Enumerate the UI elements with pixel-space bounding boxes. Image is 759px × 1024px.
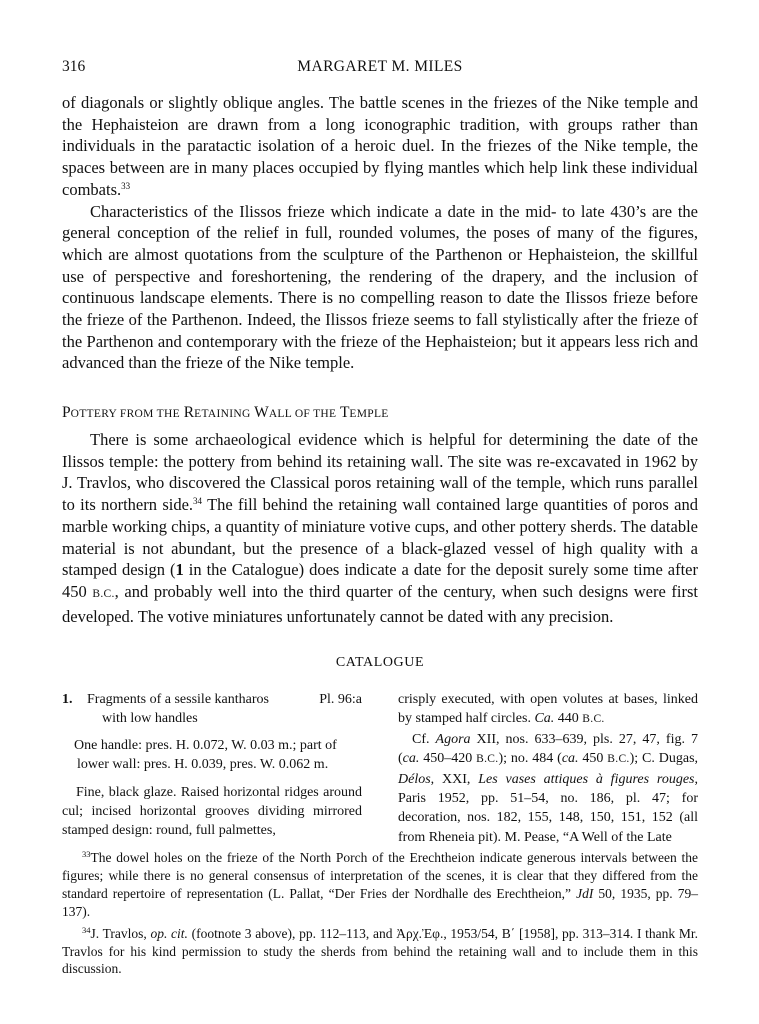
body-text-upper [62, 92, 698, 374]
entry-title-line-1: Fragments of a sessile kantharos [87, 692, 269, 707]
section-heading: POTTERY FROM THE RETAINING WALL OF THE TEMPLE [62, 404, 389, 421]
footnote-ref-33[interactable]: 33 [121, 180, 131, 191]
catalogue-heading: CATALOGUE [335, 655, 425, 670]
paragraph-3: There is some archaeological evidence which is helpful for determining the date of the Ilissos temple: the pottery from behind its retaining wall. The site was re-excavated in 1962 by J. Travlos, who discovered the Classical poros retaining wall of the temple, which runs parallel to its northern side.$^{34}$ The fill behind the retaining wall contained large quantities of poros and marble working chips, a quantity of miniature votive cups, and other pottery sherds. The datable material is not abundant, but the presence of a black-glazed vessel of high quality with a stamped design (1 in the Catalogue) does indicate a date for the deposit surely some time after 450 B.C., and probably well into the third quarter of the century, when such designs were first developed. The votive miniatures unfortunately cannot be dated with any precision. [62, 430, 698, 626]
footnote-ref-34[interactable]: 34 [193, 496, 203, 507]
catalogue-entry-title [62, 690, 362, 729]
entry-description: Fine, black glaze. Raised horizontal ridges around cul; incised horizontal grooves dividing mirrored stamped design: round, full palmettes, [62, 784, 362, 839]
paragraph-2: Characteristics of the Ilissos frieze which indicate a date in the mid- to late 430’s are the general conception of the relief in full, rounded volumes, the poses of many of the figures, which are almost quotations from the sculpture of the Parthenon or Hephaisteion, the skillful use of perspective and foreshortening, the rendering of the drapery, and the inclusion of continuous landscape elements. There is no compelling reason to date the Ilissos frieze before the frieze of the Parthenon. Indeed, the Ilissos frieze seems to fall stylistically after the frieze of the Parthenon and contemporary with the frieze of the Hephaisteion; but it appears less rich and advanced than the frieze of the Nike temple. [62, 201, 698, 373]
entry-dimensions: One handle: pres. H. 0.072, W. 0.03 m.; part of lower wall: pres. H. 0.039, pres. W. 0.062 m. [74, 737, 337, 773]
catalogue-left-column [62, 690, 362, 841]
catalogue-ref: 1 [175, 560, 184, 580]
plate-reference: Pl. 96:a [319, 692, 362, 707]
paragraph-1: of diagonals or slightly oblique angles. The battle scenes in the friezes of the Nike temple and the Hephaisteion are drawn from a long iconographic tradition, with groups rather than individuals in the paratactic isolation of a heroic duel. In the friezes of the Nike temple, the spaces between are in many places occupied by flying mantles which help link these individual combats.$^{33}$ [62, 93, 698, 199]
entry-description-continued: crisply executed, with open volutes at bases, linked by stamped half circles. Ca. 440 B.C. [398, 692, 698, 727]
footnote-33: $^{33}$The dowel holes on the frieze of the North Porch of the Erechtheion indicate generous intervals between the figures; while there is no general consensus of interpretation of the scenes, it is clear that they differed from the standard repertoire of representation (L. Pallat, “Der Fries der Nordhalle des Erechtheion,” JdI 50, 1935, pp. 79–137). [62, 849, 698, 919]
page-number: 316 [62, 58, 86, 75]
catalogue-right-column [398, 690, 698, 847]
entry-references: Cf. Agora XII, nos. 633–639, pls. 27, 47, fig. 7 (ca. 450–420 B.C.); no. 484 (ca. 450 B.C.); C. Dugas, Délos, XXI, Les vases attiques à figures rouges, Paris 1952, pp. 51–54, no. 186, pl. 47; for decoration, nos. 182, 155, 148, 150, 151, 152 (all from Rheneia pit). M. Pease, “A Well of the Late [398, 731, 699, 845]
running-header [62, 58, 698, 80]
entry-title-line-2: with low handles [102, 711, 198, 727]
footnotes [62, 849, 698, 982]
footnote-34: $^{34}$J. Travlos, op. cit. (footnote 3 above), pp. 112–113, and Ἀρχ.Ἐφ., 1953/54, Β΄ [1958], pp. 313–314. I thank Mr. Travlos for his kind permission to study the sherds from behind the retaining wall and to include them in this discussion. [62, 924, 698, 977]
entry-number: 1. [62, 692, 73, 707]
running-head-author: MARGARET M. MILES [297, 58, 463, 75]
body-text-pottery [62, 429, 698, 627]
